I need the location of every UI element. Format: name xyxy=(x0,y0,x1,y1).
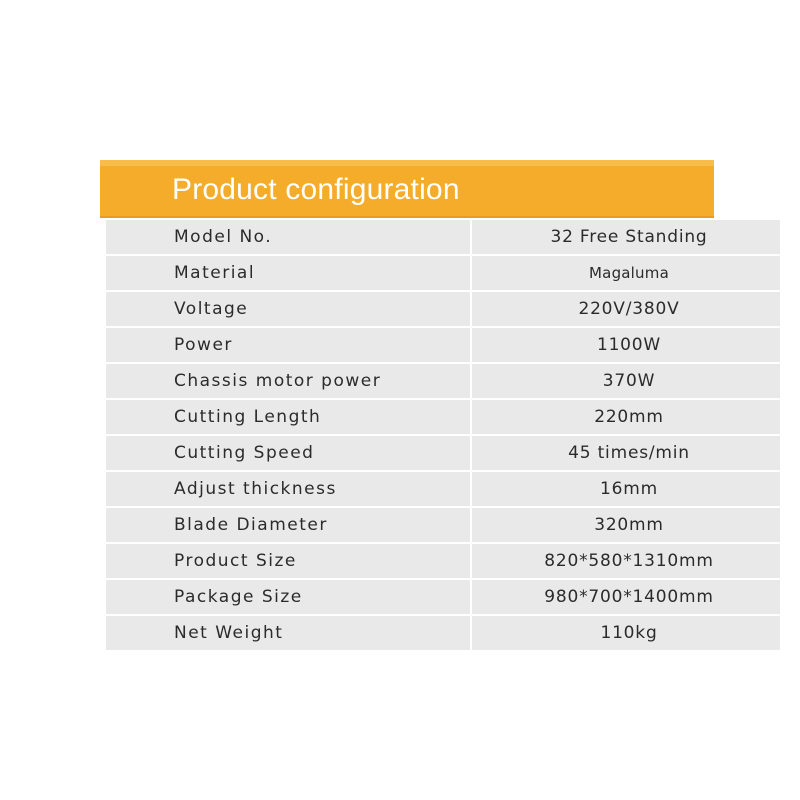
spec-value: Magaluma xyxy=(472,256,780,290)
spec-value: 1100W xyxy=(472,328,780,362)
spec-row-adjust-thickness xyxy=(106,472,780,506)
spec-row-cutting-length xyxy=(106,400,780,434)
spec-value: 16mm xyxy=(472,472,780,506)
spec-label: Net Weight xyxy=(106,616,472,650)
spec-value: 110kg xyxy=(472,616,780,650)
spec-value: 980*700*1400mm xyxy=(472,580,780,614)
spec-label: Cutting Length xyxy=(106,400,472,434)
page-title: Product configuration xyxy=(172,173,460,206)
spec-label: Material xyxy=(106,256,472,290)
spec-label: Chassis motor power xyxy=(106,364,472,398)
title-bar xyxy=(100,160,714,218)
spec-table xyxy=(106,218,780,652)
spec-row-product-size xyxy=(106,544,780,578)
spec-label: Package Size xyxy=(106,580,472,614)
spec-row-package-size xyxy=(106,580,780,614)
spec-row-voltage xyxy=(106,292,780,326)
spec-row-power xyxy=(106,328,780,362)
spec-row-model-no xyxy=(106,220,780,254)
spec-label: Voltage xyxy=(106,292,472,326)
spec-row-material xyxy=(106,256,780,290)
spec-row-chassis-motor-power xyxy=(106,364,780,398)
spec-label: Model No. xyxy=(106,220,472,254)
spec-row-blade-diameter xyxy=(106,508,780,542)
spec-value: 320mm xyxy=(472,508,780,542)
spec-label: Product Size xyxy=(106,544,472,578)
spec-value: 220mm xyxy=(472,400,780,434)
spec-row-net-weight xyxy=(106,616,780,650)
product-configuration-card xyxy=(100,160,714,644)
spec-value: 32 Free Standing xyxy=(472,220,780,254)
spec-label: Power xyxy=(106,328,472,362)
spec-value: 370W xyxy=(472,364,780,398)
spec-value: 220V/380V xyxy=(472,292,780,326)
spec-value: 820*580*1310mm xyxy=(472,544,780,578)
spec-label: Adjust thickness xyxy=(106,472,472,506)
spec-value: 45 times/min xyxy=(472,436,780,470)
spec-label: Cutting Speed xyxy=(106,436,472,470)
spec-label: Blade Diameter xyxy=(106,508,472,542)
spec-row-cutting-speed xyxy=(106,436,780,470)
